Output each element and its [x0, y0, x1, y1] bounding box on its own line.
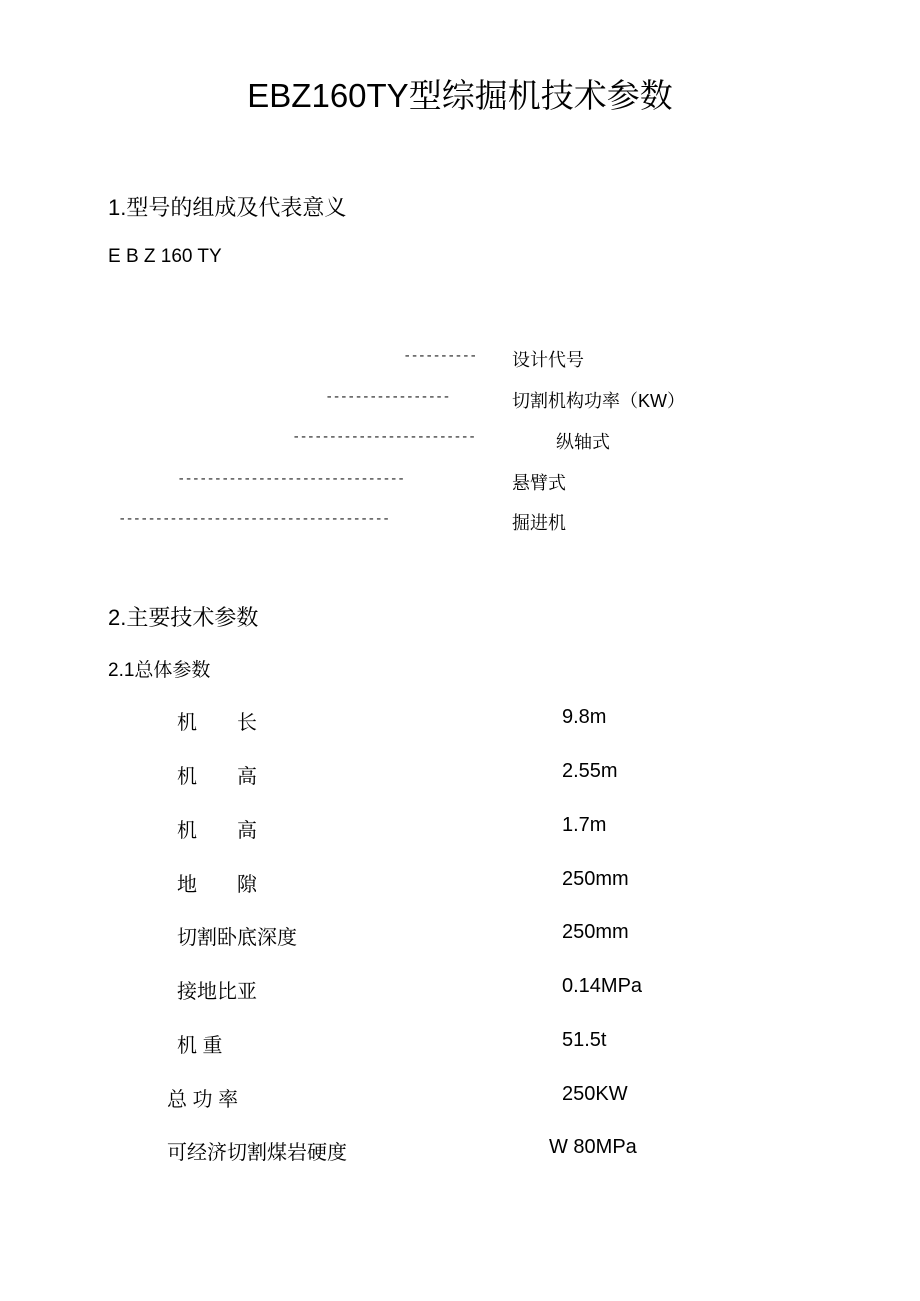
legend-label-cutting-power: 切割机构功率（KW）	[512, 391, 685, 411]
legend-label-design-code: 设计代号	[512, 350, 584, 370]
param-name-height-2: 机 高	[177, 820, 257, 842]
param-value-ground-pressure: 0.14MPa	[562, 975, 643, 997]
param-name-weight: 机 重	[177, 1035, 223, 1057]
param-name-length: 机 长	[177, 712, 257, 734]
param-value-height: 2.55m	[562, 760, 618, 782]
model-code: E B Z 160 TY	[108, 246, 222, 267]
legend-label-roadheader: 掘进机	[512, 513, 566, 533]
param-value-undercut-depth: 250mm	[562, 921, 629, 943]
param-name-ground-pressure: 接地比亚	[177, 981, 257, 1003]
param-value-ground-clearance: 250mm	[562, 868, 629, 890]
param-value-weight: 51.5t	[562, 1029, 607, 1051]
param-name-total-power: 总 功 率	[167, 1089, 239, 1111]
section-2-1-heading: 2.1总体参数	[108, 660, 211, 681]
legend-dashes-cantilever: -------------------------------	[177, 471, 405, 487]
legend-label-longitudinal: 纵轴式	[556, 432, 610, 452]
param-name-undercut-depth: 切割卧底深度	[177, 927, 297, 949]
param-name-height: 机 高	[177, 766, 257, 788]
legend-label-cantilever: 悬臂式	[512, 473, 566, 493]
legend-dashes-cutting-power: -----------------	[325, 389, 450, 405]
param-value-length: 9.8m	[562, 706, 607, 728]
param-value-height-2: 1.7m	[562, 814, 607, 836]
legend-dashes-design-code: ----------	[403, 348, 477, 364]
legend-dashes-roadheader: -------------------------------------	[118, 511, 390, 527]
section-2-heading: 2.主要技术参数	[108, 605, 259, 630]
legend-dashes-longitudinal: -------------------------	[292, 429, 476, 445]
page-title: EBZ160TY型综掘机技术参数	[247, 77, 673, 114]
section-1-heading: 1.型号的组成及代表意义	[108, 195, 347, 220]
param-value-total-power: 250KW	[562, 1083, 628, 1105]
param-value-cutting-hardness: W 80MPa	[549, 1136, 637, 1158]
param-name-cutting-hardness: 可经济切割煤岩硬度	[167, 1142, 347, 1164]
param-name-ground-clearance: 地 隙	[177, 874, 257, 896]
